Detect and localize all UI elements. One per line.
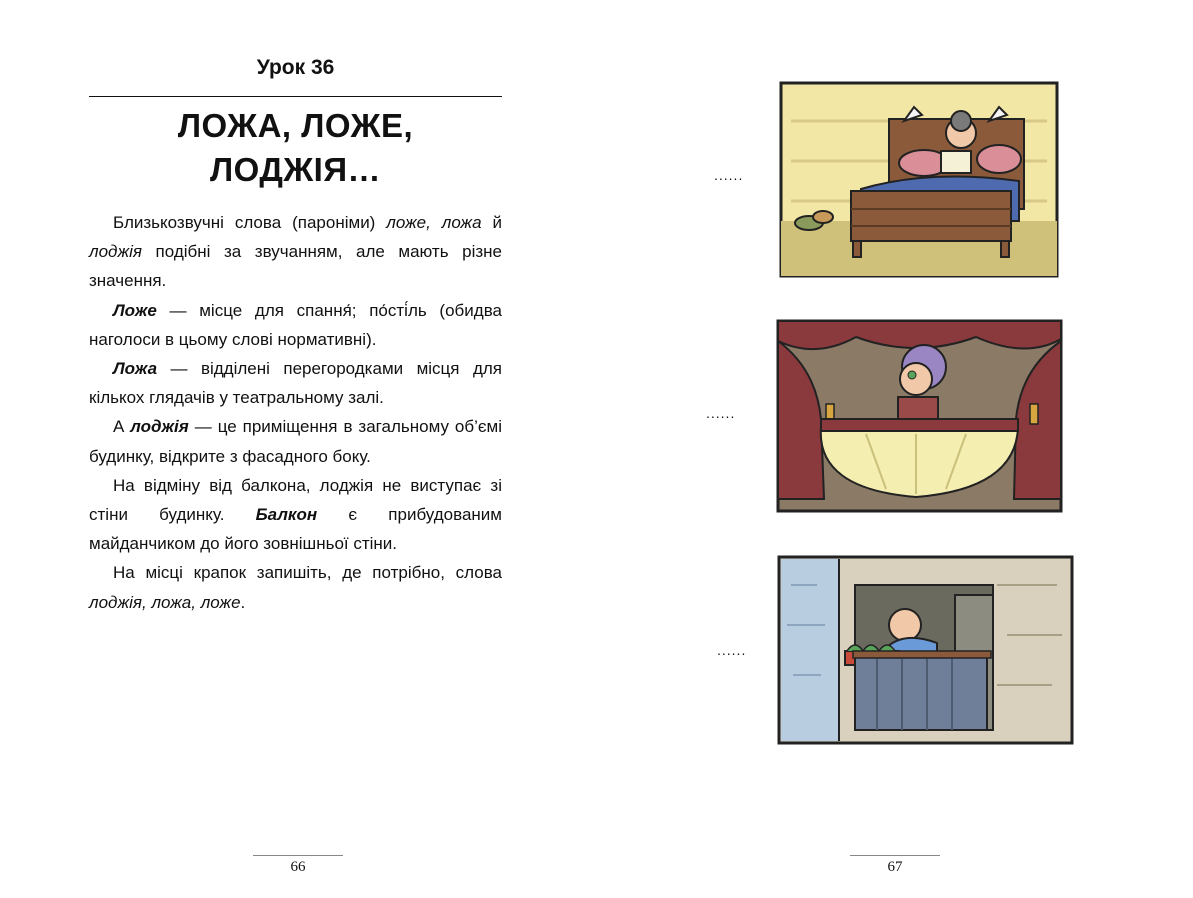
loggia-illustration <box>777 555 1074 745</box>
page-number-left: 66 <box>290 859 306 875</box>
text-run: є прибудованим майданчиком до його зовнішньої стіни. <box>89 505 502 554</box>
term-balkon: Балкон <box>255 505 318 525</box>
text-run: . <box>240 592 246 612</box>
title-line-2: ЛОДЖІЯ… <box>209 151 382 188</box>
paragraph-task <box>89 558 502 616</box>
left-page <box>0 0 596 898</box>
term-lozha: Ложа <box>113 359 158 379</box>
text-run: подібні за звучанням, але мають різне значення. <box>89 242 502 291</box>
lesson-body <box>89 208 502 617</box>
paragraph-lodzhia <box>89 412 502 470</box>
footer-rule-left <box>253 855 343 856</box>
bed-scene-illustration <box>779 81 1059 278</box>
footer-rule-right <box>850 855 940 856</box>
lesson-label: Урок 36 <box>256 56 335 79</box>
text-run: А <box>113 417 131 437</box>
text-run: й <box>481 213 502 232</box>
theater-box-illustration <box>776 319 1063 513</box>
paragraph-lozha <box>89 354 502 412</box>
definition-lodzhia: — це приміщення в загальному об’ємі будинку, відкрите з фасадного боку. <box>89 417 503 466</box>
definition-lozha: — відділені перегородками місця для кількох глядачів у театральному залі. <box>89 359 502 408</box>
page-number-right: 67 <box>887 859 903 875</box>
italic-words: ложе, ложа <box>386 213 482 232</box>
text-run: На відміну від балкона, лоджія не виступає зі стіни будинку. <box>89 475 502 525</box>
paragraph-balcony <box>89 471 502 559</box>
term-lozhe: Ложе <box>113 300 157 320</box>
paragraph-intro <box>89 208 502 296</box>
answer-blank-1[interactable]: ...... <box>714 167 744 183</box>
title-line-1: ЛОЖА, ЛОЖЕ, <box>177 107 414 144</box>
definition-lozhe: — місце для спання́; по́сті́ль (обидва наголоси в цьому слові нормативні). <box>89 300 502 349</box>
text-run: На місці крапок запишіть, де потрібно, слова <box>113 563 502 583</box>
italic-words: лоджія, ложа, ложе <box>89 592 241 612</box>
answer-blank-3[interactable]: ...... <box>717 642 747 658</box>
answer-blank-2[interactable]: ...... <box>706 405 736 421</box>
right-page <box>596 0 1193 898</box>
page-title <box>89 104 502 192</box>
text-run: Близькозвучні слова (пароніми) <box>113 213 387 232</box>
title-rule <box>89 96 502 97</box>
italic-word: лоджія <box>89 242 142 262</box>
paragraph-lozhe <box>89 296 502 354</box>
term-lodzhia: лоджія <box>130 417 189 437</box>
